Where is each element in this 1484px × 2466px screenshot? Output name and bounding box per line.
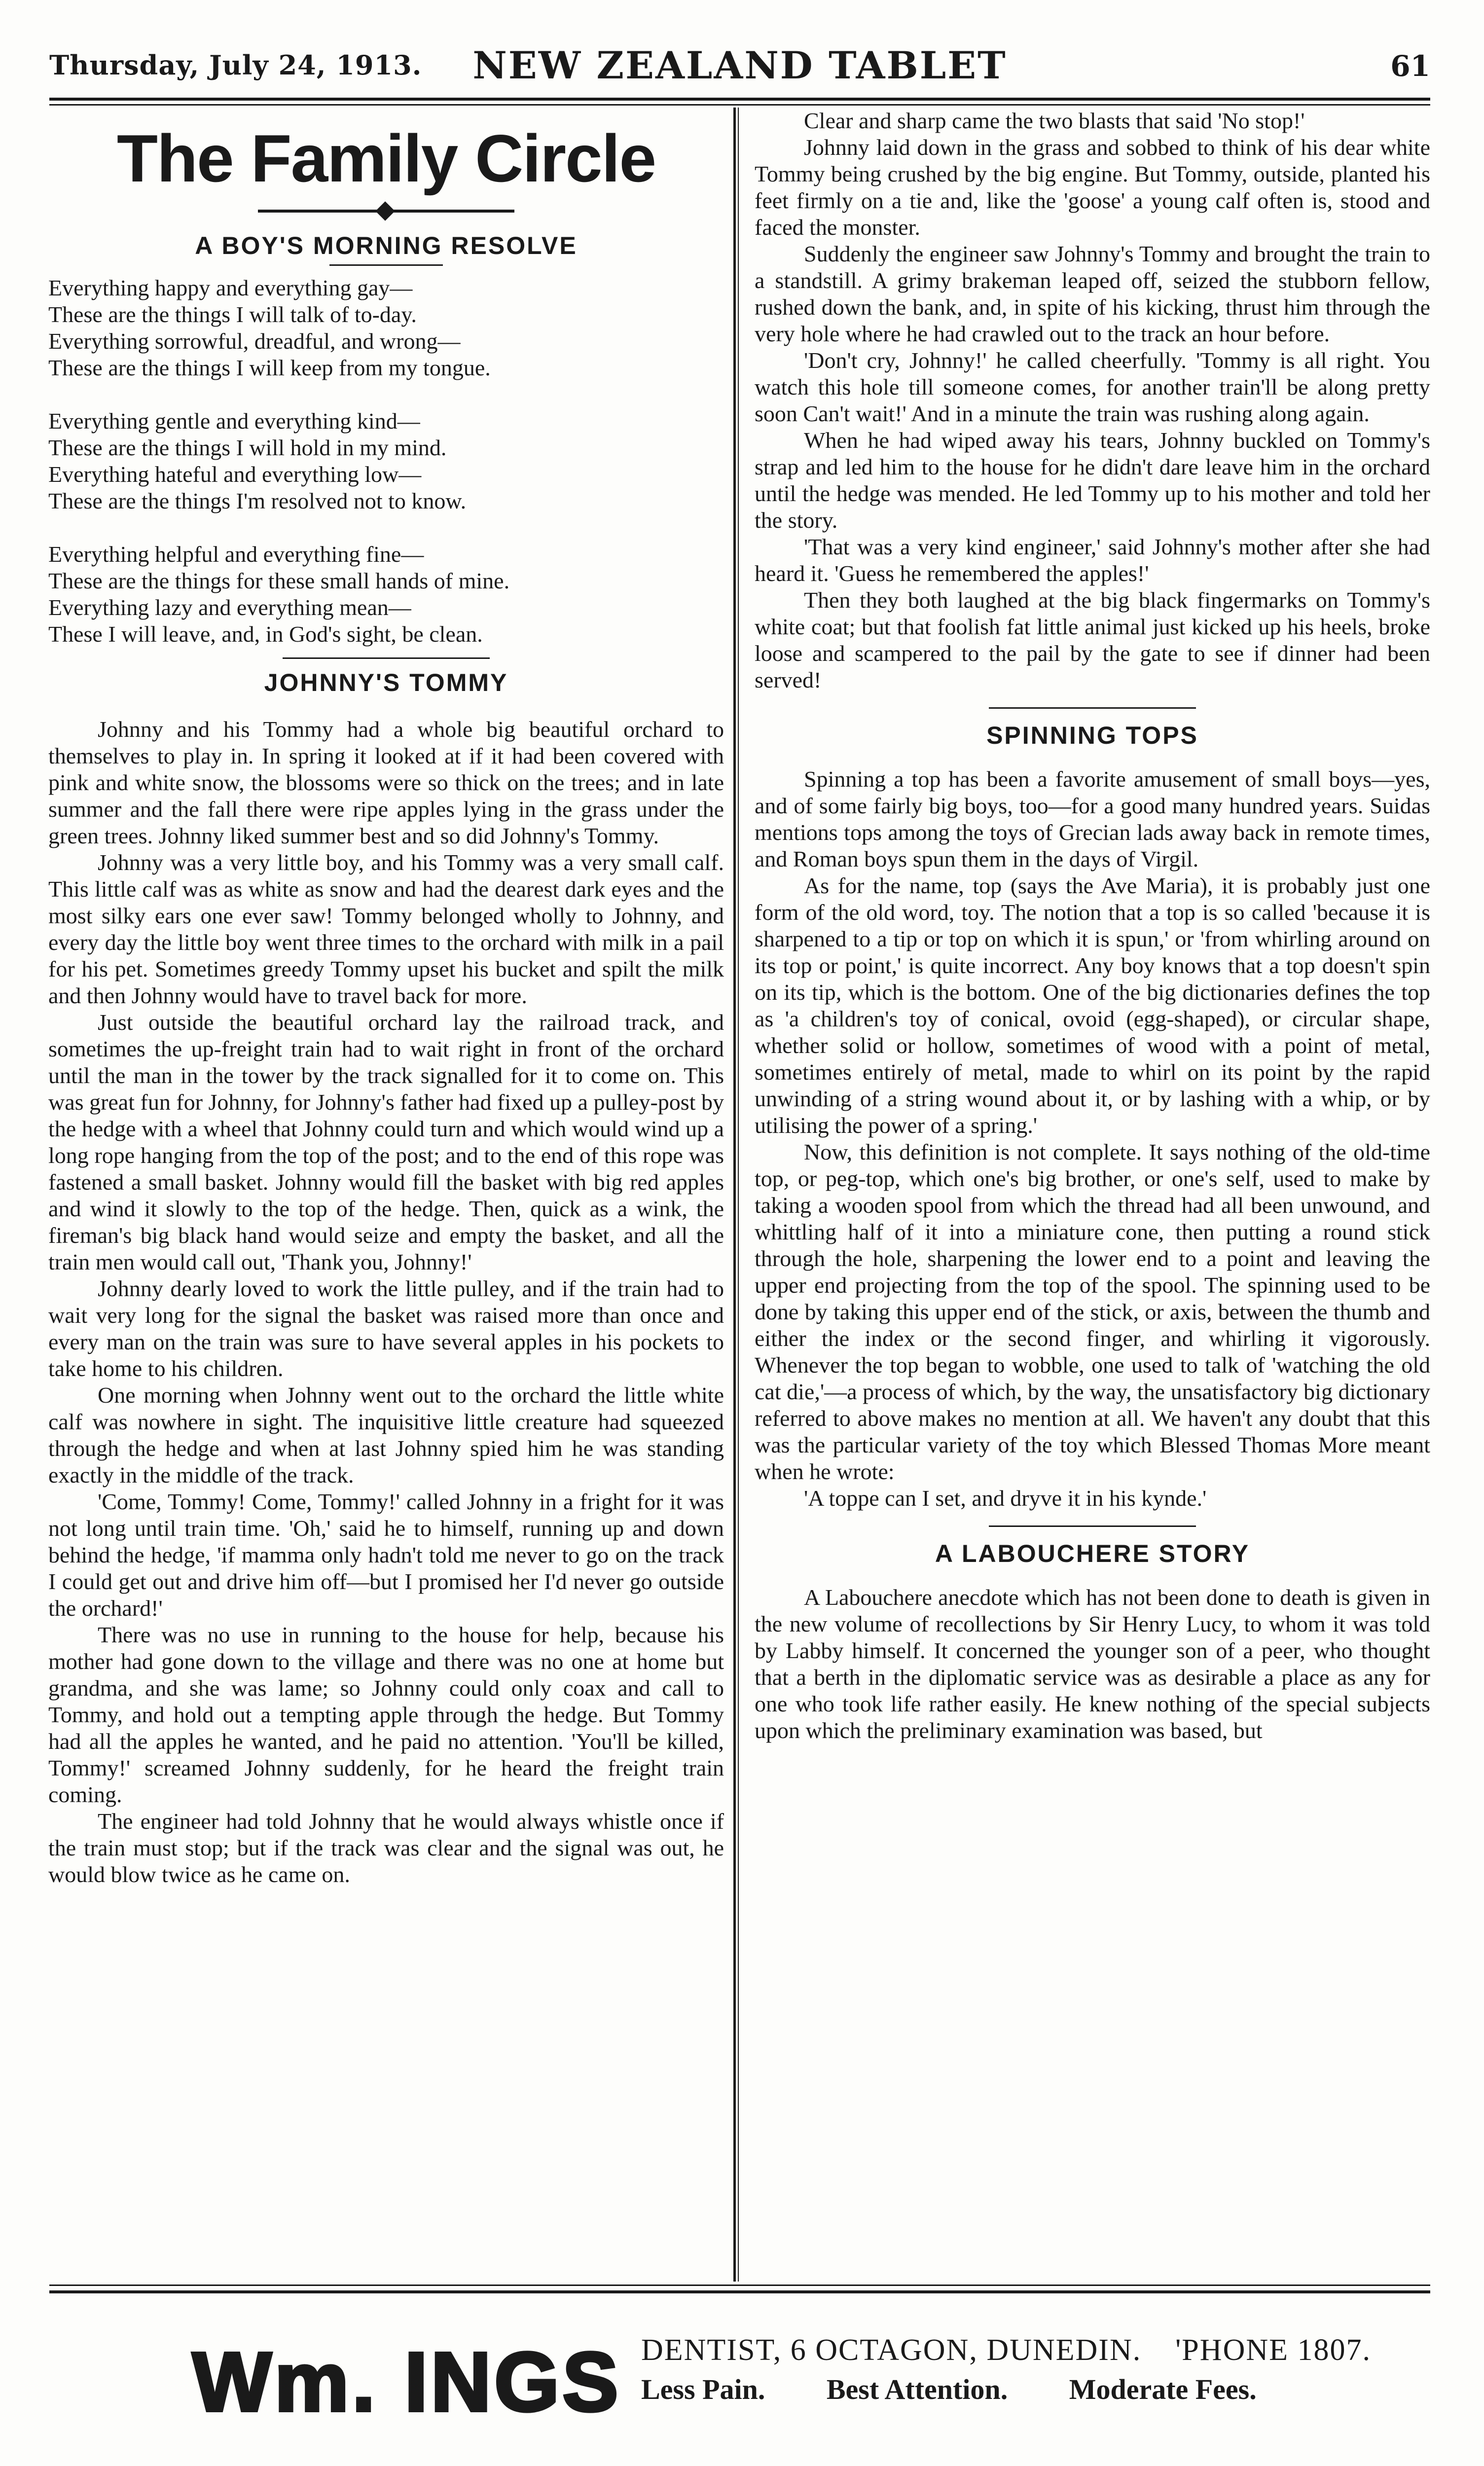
poem-line: Everything sorrowful, dreadful, and wrong— xyxy=(48,328,461,354)
article-paragraph: Spinning a top has been a favorite amusement of small boys—yes, and of some fairly big boys, too—for a good many hundred years. Suidas mentions tops among the toys of Grecian lads away back in remote times, and Roman boys spun them in the days of Virgil. xyxy=(755,766,1430,871)
article-quote: 'A toppe can I set, and dryve it in his kynde.' xyxy=(804,1486,1207,1511)
poem-title: A BOY'S MORNING RESOLVE xyxy=(195,232,578,259)
poem-body xyxy=(48,275,724,648)
labouchere-article-title: A LABOUCHERE STORY xyxy=(935,1540,1250,1567)
poem-stanza xyxy=(48,275,724,381)
poem-end-rule xyxy=(283,657,490,659)
poem-line: These are the things I will talk of to-day. xyxy=(48,302,417,327)
article-paragraph: A Labouchere anecdote which has not been done to death is given in the new volume of recollections by Sir Henry Lucy, to whom it was told by Labby himself. It concerned the younger son of a peer, who thought that a berth in the diplomatic service was as desirable a place as any for one who took life rather easily. He knew nothing of the special subjects upon which the preliminary examination was based, but xyxy=(755,1585,1430,1743)
advertiser-slogans xyxy=(641,2372,1371,2407)
johnny-story-title: JOHNNY'S TOMMY xyxy=(264,669,508,696)
story-paragraph: There was no use in running to the house for help, because his mother had gone down to the village and there was no one at home but grandma, and she was lame; so Johnny could only coax and call to Tommy, and hold out a tempting apple through the hedge. But Tommy had all the apples he wanted, and he paid no attention. 'You'll be killed, Tommy!' screamed Johnny suddenly, for he heard the freight train coming. xyxy=(48,1622,724,1807)
right-column xyxy=(755,108,1430,2282)
poem-line: Everything lazy and everything mean— xyxy=(48,595,411,620)
poem-line: Everything hateful and everything low— xyxy=(48,462,422,487)
advertisement-rule xyxy=(49,2285,1430,2293)
poem-stanza xyxy=(48,408,724,514)
address-text: DENTIST, 6 OCTAGON, DUNEDIN. xyxy=(641,2333,1142,2367)
story-paragraph: 'Come, Tommy! Come, Tommy!' called Johnny in a fright for it was not long until train time. 'Oh,' said he to himself, running up and down behind the hedge, 'if mamma only hadn't told me never to go on the track I could get out and drive him off—but I promised her I'd never go outside the orchard!' xyxy=(48,1489,724,1621)
poem-line: Everything gentle and everything kind— xyxy=(48,408,420,434)
phone-number: 'PHONE 1807. xyxy=(1175,2333,1371,2367)
left-column xyxy=(48,108,724,2282)
slogan: Less Pain. xyxy=(641,2373,765,2405)
column-divider-thin xyxy=(738,108,739,2282)
story-paragraph: When he had wiped away his tears, Johnny buckled on Tommy's strap and led him to the house for he didn't dare leave him in the orchard until the hedge was mended. He led Tommy up to his mother and told her the story. xyxy=(755,428,1430,533)
slogan: Moderate Fees. xyxy=(1069,2373,1257,2405)
issue-date: Thursday, July 24, 1913. xyxy=(49,49,422,81)
story-paragraph: 'That was a very kind engineer,' said Johnny's mother after she had heard it. 'Guess he remembered the apples!' xyxy=(755,534,1430,586)
poem-line: These are the things I'm resolved not to know. xyxy=(48,488,467,513)
story-paragraph: One morning when Johnny went out to the orchard the little white calf was nowhere in sight. The inquisitive little creature had squeezed through the hedge and when at last Johnny spied him he was standing exactly in the middle of the track. xyxy=(48,1382,724,1487)
advertiser-name: Wm. INGS xyxy=(192,2335,621,2429)
poem-line: These I will leave, and, in God's sight, be clean. xyxy=(48,621,483,647)
story-paragraph: Johnny was a very little boy, and his Tommy was a very small calf. This little calf was as white as snow and had the dearest dark eyes and the most silky ears one ever saw! Tommy belonged wholly to Johnny, and every day the little boy went three times to the orchard with milk in a pail for his pet. Sometimes greedy Tommy upset his bucket and spilt the milk and then Johnny would have to travel back for more. xyxy=(48,850,724,1008)
story-paragraph: Johnny and his Tommy had a whole big beautiful orchard to themselves to play in. In spring it looked at if it had been covered with pink and white snow, the blossoms were so thick on the trees; and in late summer and the fall there were ripe apples lying in the grass under the green trees. Johnny liked summer best and so did Johnny's Tommy. xyxy=(48,717,724,848)
story-paragraph: Johnny dearly loved to work the little pulley, and if the train had to wait very long for the signal the basket was raised more than once and every man on the train was sure to have several apples in his pockets to take home to his children. xyxy=(48,1276,724,1381)
poem-stanza xyxy=(48,541,724,648)
poem-line: These are the things I will keep from my tongue. xyxy=(48,355,491,380)
advertiser-address xyxy=(641,2333,1371,2367)
slogan: Best Attention. xyxy=(826,2373,1008,2405)
story-paragraph: Then they both laughed at the big black fingermarks on Tommy's white coat; but that foolish fat little animal just kicked up his heels, broke loose and scampered to the pail by the gate to see if dinner had been served! xyxy=(755,587,1430,692)
poem-line: These are the things for these small hands of mine. xyxy=(48,568,510,593)
dentist-advertisement xyxy=(49,2308,1430,2456)
masthead-rule xyxy=(49,98,1430,106)
article-paragraph: Now, this definition is not complete. It says nothing of the old-time top, or peg-top, which one's big brother, or one's self, used to make by taking a wooden spool from which the thread had all been unwound, and whittling half of it into a miniature cone, then putting a round stick through the hole, sharpening the lower end to a point and leaving the upper end projecting from the top of the spool. The spinning used to be done by taking this upper end of the stick, or axis, between the thumb and either the index or the second finger, and whirling it vigorously. Whenever the top began to wobble, one used to talk of 'watching the old cat die,'—a process of which, by the way, the unsatisfactory big dictionary referred to above makes no mention at all. We haven't any doubt that this was the particular variety of the toy which Blessed Thomas More meant when he wrote: xyxy=(755,1139,1430,1484)
story-paragraph: 'Don't cry, Johnny!' he called cheerfully. 'Tommy is all right. You watch this hole till someone comes, for another train'll be along pretty soon Can't wait!' And in a minute the train was rushing along again. xyxy=(755,348,1430,426)
poem-line: Everything happy and everything gay— xyxy=(48,275,413,300)
story-paragraph: Johnny laid down in the grass and sobbed to think of his dear white Tommy being crushed by the big engine. But Tommy, outside, planted his feet firmly on a tie and, like the 'goose' a young calf often is, stood and faced the monster. xyxy=(755,135,1430,240)
article-paragraph: As for the name, top (says the Ave Maria), it is probably just one form of the old word, toy. The notion that a top is so called 'because it is sharpened to a tip or top on which it is spun,' or 'from whirling around on its top or point,' is quite incorrect. Any boy knows that a top doesn't spin on its tip, which is the bottom. One of the big dictionaries defines the top as 'a children's toy of conical, ovoid (egg-shaped), or circular shape, whether solid or hollow, sometimes of wood with a point of metal, sometimes entirely of metal, made to whirl on its point by the rapid unwinding of a string wound about it, or by lashing with a whip, or by utilising the power of a spring.' xyxy=(755,873,1430,1138)
story-paragraph: Clear and sharp came the two blasts that said 'No stop!' xyxy=(804,108,1305,133)
diamond-ornament-icon xyxy=(375,201,395,221)
poem-line: Everything helpful and everything fine— xyxy=(48,542,424,567)
story-paragraph: Just outside the beautiful orchard lay the railroad track, and sometimes the up-freight train had to wait right in front of the orchard until the man in the tower by the track signalled for it to come on. This was great fun for Johnny, for Johnny's father had fixed up a pulley-post by the hedge with a wheel that Johnny could turn and which would wind up a long rope hanging from the top of the post; and to the end of this rope was fastened a small basket. Johnny would fill the basket with big red apples and wind it slowly to the top of the hedge. Then, quick as a wink, the fireman's big black hand would seize and empty the basket, and all the train men would call out, 'Thank you, Johnny!' xyxy=(48,1010,724,1274)
story-paragraph: The engineer had told Johnny that he would always whistle once if the train must stop; but if the track was clear and the signal was out, he would blow twice as he came on. xyxy=(48,1809,724,1887)
page-number: 61 xyxy=(1390,49,1430,83)
masthead xyxy=(49,43,1430,98)
column-divider xyxy=(733,108,736,2282)
article-separator xyxy=(989,1525,1196,1527)
poem-title-rule xyxy=(329,264,443,266)
section-title: The Family Circle xyxy=(116,121,656,196)
newspaper-title: NEW ZEALAND TABLET xyxy=(472,43,1007,87)
story-paragraph: Suddenly the engineer saw Johnny's Tommy and brought the train to a standstill. A grimy brakeman leaped off, seized the stubborn fellow, rushed down the bank, and, in spite of his kicking, thrust him through the very hole where he had crawled out to the track an hour before. xyxy=(755,241,1430,346)
article-separator xyxy=(989,707,1196,709)
tops-article-title: SPINNING TOPS xyxy=(986,722,1198,749)
title-ornament xyxy=(258,201,514,221)
poem-line: These are the things I will hold in my mind. xyxy=(48,435,447,460)
